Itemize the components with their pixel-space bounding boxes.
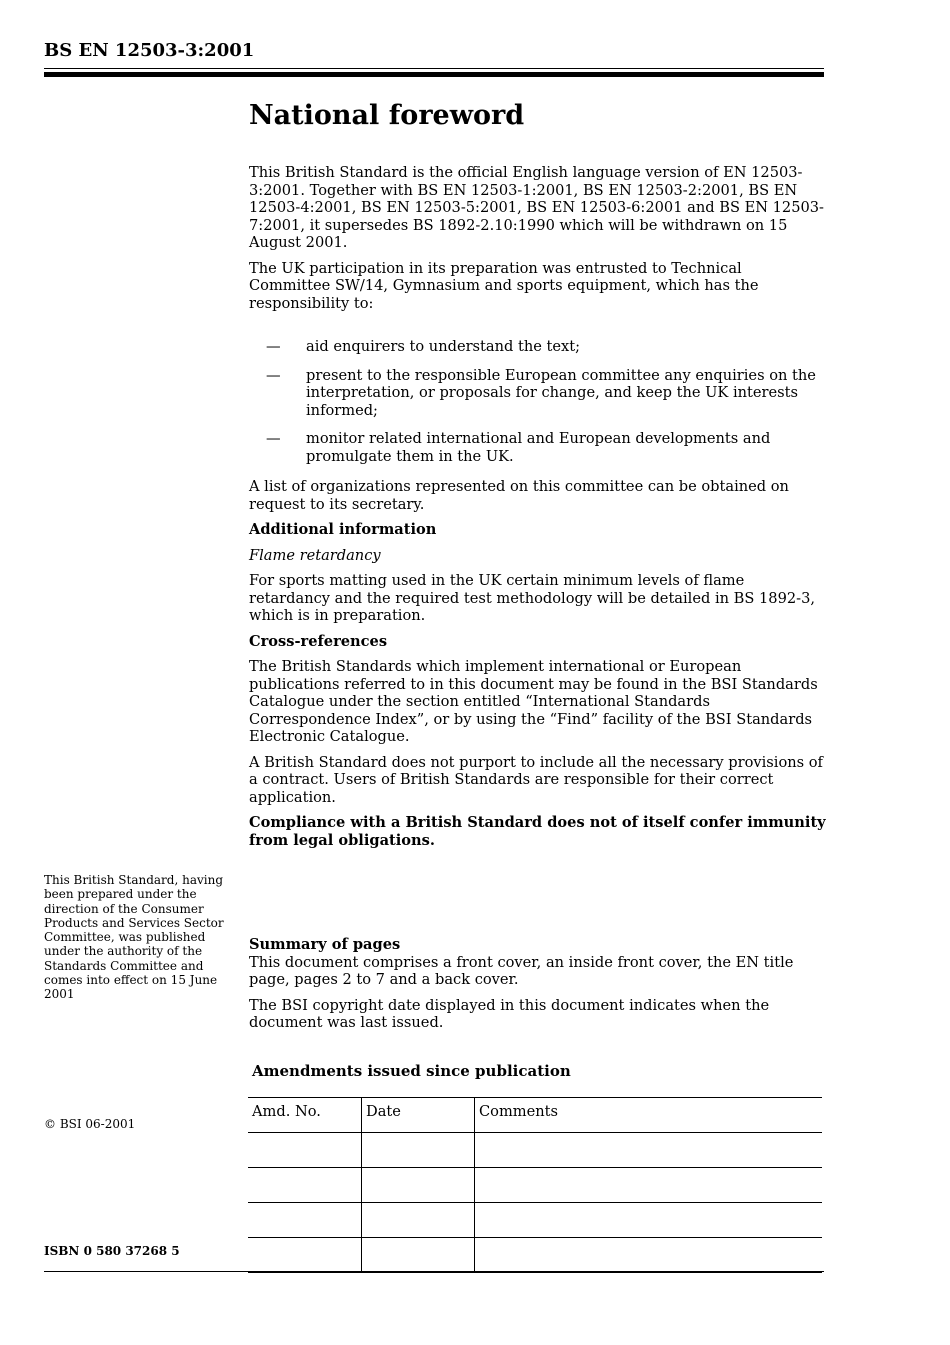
compliance-statement: Compliance with a British Standard does not of itself confer immunity from legal obligations. xyxy=(249,814,826,849)
bullet-text: aid enquirers to understand the text; xyxy=(306,338,581,355)
table-cell xyxy=(248,1203,362,1238)
table-cell xyxy=(248,1133,362,1168)
column-header-amd-no: Amd. No. xyxy=(248,1098,362,1133)
table-cell xyxy=(362,1168,475,1203)
table-cell xyxy=(475,1238,823,1273)
document-id: BS EN 12503-3:2001 xyxy=(44,40,255,61)
amendments-title: Amendments issued since publication xyxy=(252,1062,571,1080)
intro-paragraph-2: The UK participation in its preparation was entrusted to Technical Committee SW/14, Gymnasium and sports equipment, which has the responsibility to: xyxy=(249,259,759,312)
disclaimer-text: A British Standard does not purport to include all the necessary provisions of a contract. Users of British Standards are responsible for their correct application. xyxy=(249,753,823,806)
cross-references-heading: Cross-references xyxy=(249,632,388,650)
table-row xyxy=(248,1238,822,1273)
table-cell xyxy=(475,1133,823,1168)
bullet-dash: — xyxy=(266,430,281,447)
summary-section xyxy=(249,936,827,1040)
table-cell xyxy=(475,1168,823,1203)
bullet-dash: — xyxy=(266,338,281,355)
column-header-comments: Comments xyxy=(475,1098,823,1133)
header-rule-thick xyxy=(44,72,824,77)
amendments-table xyxy=(248,1097,822,1273)
bullet-item xyxy=(249,367,827,420)
table-cell xyxy=(248,1168,362,1203)
footer-rule xyxy=(44,1271,824,1272)
bullet-text: monitor related international and European developments and promulgate them in the UK. xyxy=(306,430,771,465)
copyright-notice: © BSI 06-2001 xyxy=(44,1117,136,1131)
bullet-item xyxy=(249,430,827,465)
foreword-body xyxy=(249,164,827,857)
table-cell xyxy=(362,1238,475,1273)
summary-text: This document comprises a front cover, an inside front cover, the EN title page, pages 2 to 7 and a back cover. xyxy=(249,953,794,988)
column-header-date: Date xyxy=(362,1098,475,1133)
table-row xyxy=(248,1203,822,1238)
page-title: National foreword xyxy=(249,100,525,131)
table-cell xyxy=(362,1203,475,1238)
additional-info-heading: Additional information xyxy=(249,521,437,538)
summary-heading: Summary of pages xyxy=(249,936,401,953)
list-note: A list of organizations represented on this committee can be obtained on request to its secretary. xyxy=(249,478,789,513)
table-cell xyxy=(362,1133,475,1168)
bullet-item xyxy=(249,338,827,356)
flame-retardancy-subheading: Flame retardancy xyxy=(249,546,381,564)
table-cell xyxy=(248,1238,362,1273)
flame-retardancy-text: For sports matting used in the UK certain minimum levels of flame retardancy and the required test methodology will be detailed in BS 1892-3, which is in preparation. xyxy=(249,572,816,624)
header-rule-thin xyxy=(44,68,824,69)
table-header-row xyxy=(248,1098,822,1133)
copyright-date-note: The BSI copyright date displayed in this document indicates when the document was last issued. xyxy=(249,996,770,1031)
publication-note: This British Standard, having been prepared under the direction of the Consumer Products and Services Sector Committee, was published under the authority of the Standards Committee and comes into effect on 15 June 2001 xyxy=(44,873,224,1002)
cross-references-text: The British Standards which implement international or European publications referred to in this document may be found in the BSI Standards Catalogue under the section entitled “International Standards Correspondence Index”, or by using the “Find” facility of the BSI Standards Electronic Catalogue. xyxy=(249,658,818,745)
bullet-dash: — xyxy=(266,366,281,384)
isbn: ISBN 0 580 37268 5 xyxy=(44,1244,180,1258)
table-cell xyxy=(475,1203,823,1238)
bullet-text: present to the responsible European committee any enquiries on the interpretation, or proposals for change, and keep the UK interests informed; xyxy=(306,366,816,419)
table-row xyxy=(248,1133,822,1168)
intro-paragraph-1: This British Standard is the official English language version of EN 12503-3:2001. Together with BS EN 12503-1:2001, BS EN 12503-2:2001, BS EN 12503-4:2001, BS EN 12503-5:2001, BS EN 12503-6:2001 and BS EN 12503-7:2001, it supersedes BS 1892-2.10:1990 which will be withdrawn on 15 August 2001. xyxy=(249,164,824,251)
table-row xyxy=(248,1168,822,1203)
